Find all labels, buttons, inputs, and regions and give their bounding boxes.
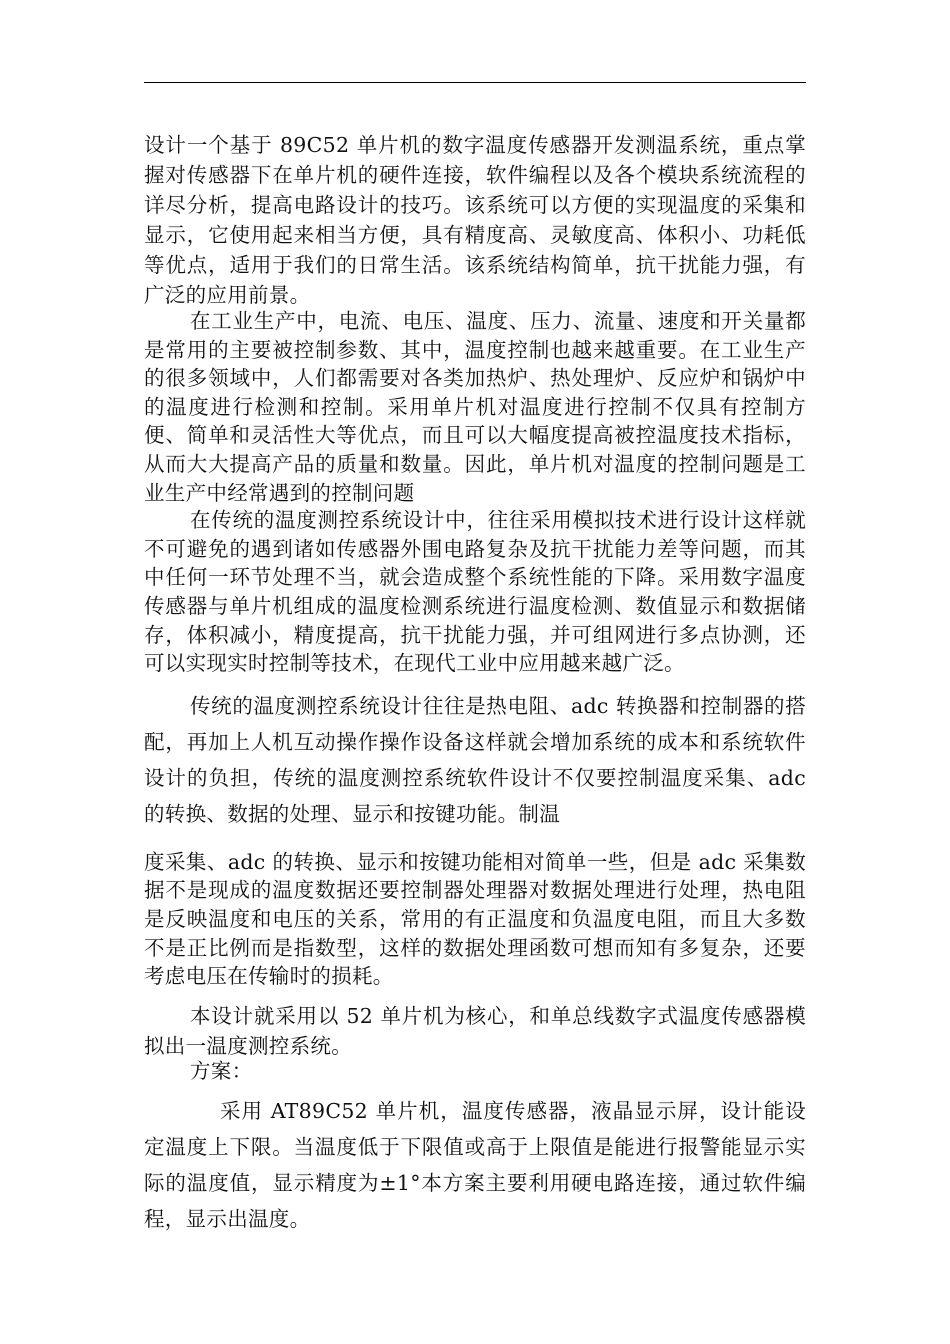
paragraph-traditional-design: 在传统的温度测控系统设计中，往往采用模拟技术进行设计这样就不可避免的遇到诸如传感器外围电路复杂及抗干扰能力差等问题，而其中任何一环节处理不当，就会造成整个系统性能的下降。采用数字温度传感器与单片机组成的温度检测系统进行温度检测、数值显示和数据储存，体积减小，精度提高，抗干扰能力强，并可组网进行多点协测，还可以实现实时控制等技术，在现代工业中应用越来越广泛。 <box>144 508 806 676</box>
document-body <box>144 130 806 1237</box>
paragraph-scheme-body: 采用 AT89C52 单片机，温度传感器，液晶显示屏，设计能设定温度上下限。当温度低于下限值或高于上限值是能进行报警能显示实际的温度值，显示精度为±1°本方案主要利用硬电路连接，通过软件编程，显示出温度。 <box>144 1099 806 1232</box>
paragraph-traditional-system: 传统的温度测控系统设计往往是热电阻、adc 转换器和控制器的搭配，再加上人机互动操作操作设备这样就会增加系统的成本和系统软件设计的负担，传统的温度测控系统软件设计不仅要控制温度采集、adc 的转换、数据的处理、显示和按键功能。制温 <box>144 693 806 826</box>
header-rule <box>144 82 806 83</box>
paragraph-this-design: 本设计就采用以 52 单片机为核心，和单总线数字式温度传感器模拟出一温度测控系统。 <box>144 1003 806 1058</box>
paragraph-intro: 设计一个基于 89C52 单片机的数字温度传感器开发测温系统，重点掌握对传感器下在单片机的硬件连接，软件编程以及各个模块系统流程的详尽分析，提高电路设计的技巧。该系统可以方便的实现温度的采集和显示，它使用起来相当方便，具有精度高、灵敏度高、体积小、功耗低等优点，适用于我们的日常生活。该系统结构简单，抗干扰能力强，有广泛的应用前景。 <box>144 133 806 307</box>
paragraph-scheme-label: 方案： <box>190 1058 253 1083</box>
paragraph-industrial-control: 在工业生产中，电流、电压、温度、压力、流量、速度和开关量都是常用的主要被控制参数、其中，温度控制也越来越重要。在工业生产的很多领域中，人们都需要对各类加热炉、热处理炉、反应炉和锅炉中的温度进行检测和控制。采用单片机对温度进行控制不仅具有控制方便、简单和灵活性大等优点，而且可以大幅度提高被控温度技术指标，从而大大提高产品的质量和数量。因此，单片机对温度的控制问题是工业生产中经常遇到的控制问题 <box>144 309 806 505</box>
paragraph-adc-collection: 度采集、adc 的转换、显示和按键功能相对简单一些，但是 adc 采集数据不是现成的温度数据还要控制器处理器对数据处理进行处理，热电阻是反映温度和电压的关系，常用的有正温度和负温度电阻，而且大多数不是正比例而是指数型，这样的数据处理函数可想而知有多复杂，还要考虑电压在传输时的损耗。 <box>144 849 806 989</box>
